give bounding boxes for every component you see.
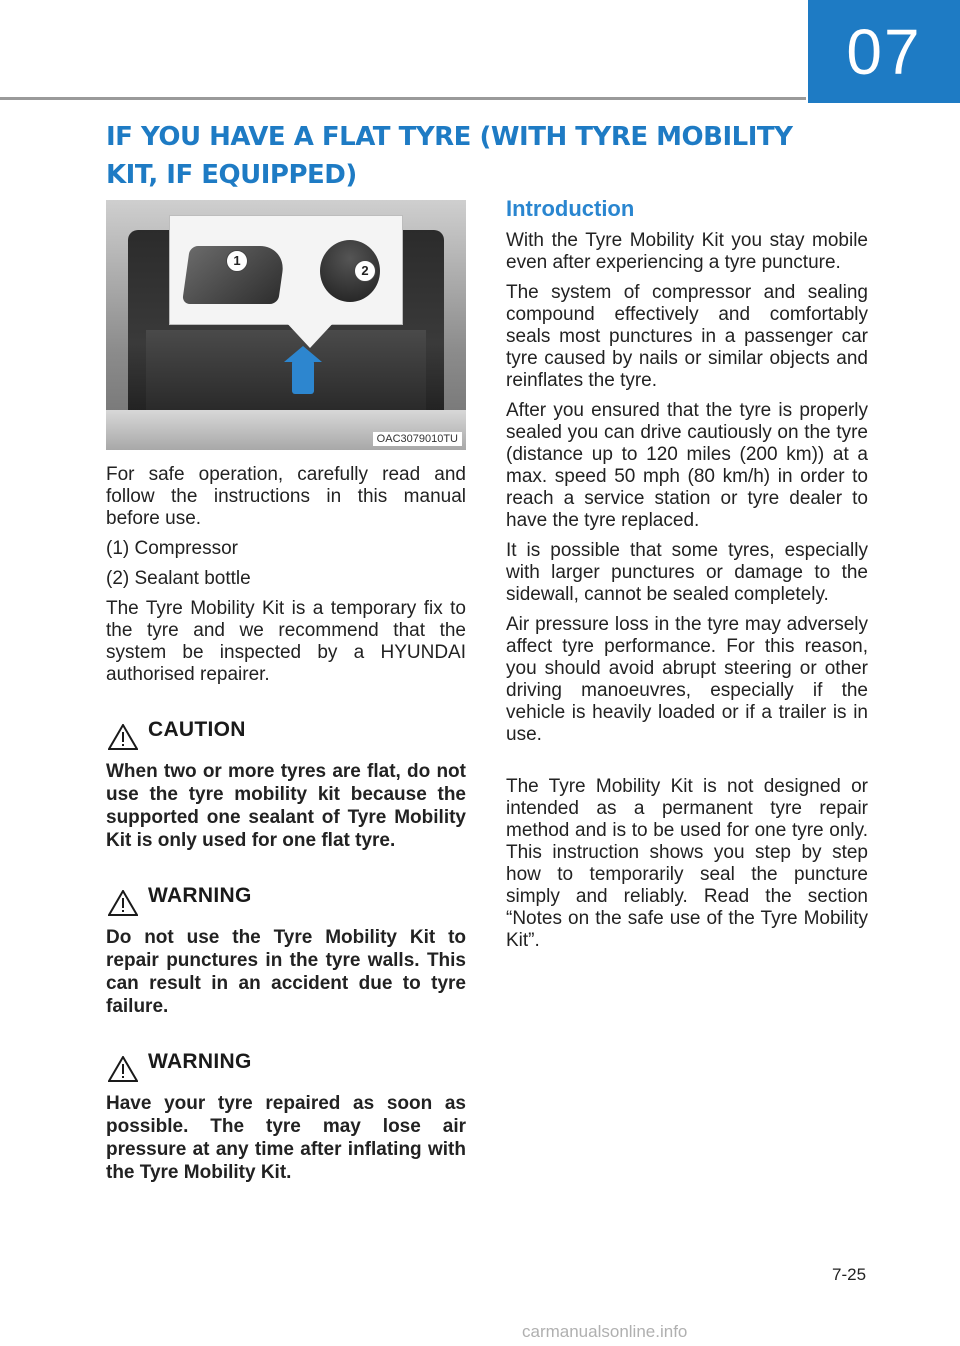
trunk-figure [106,200,466,450]
safety-intro: For safe operation, carefully read and follow the instructions in this manual before use. [106,464,466,529]
kit-inset [169,215,403,325]
notice-body: Do not use the Tyre Mobility Kit to repair punctures in the tyre walls. This can result in an accident due to tyre failure. [106,927,466,1017]
caution-notice [106,710,466,852]
notice-body: When two or more tyres are flat, do not use the tyre mobility kit because the supported one sealant of Tyre Mobility Kit is only used for one flat tyre. [106,761,466,851]
temporary-fix-note: The Tyre Mobility Kit is a temporary fix to the tyre and we recommend that the system be inspected by a HYUNDAI authorised repairer. [106,598,466,685]
warning-notice [106,1042,466,1184]
intro-paragraph: Air pressure loss in the tyre may adversely affect tyre performance. For this reason, you should avoid abrupt steering or other driving manoeuvres, especially if the vehicle is heavily loaded or if a trailer is in use. [506,614,868,745]
intro-paragraph: It is possible that some tyres, especially with larger punctures or damage to the sidewall, cannot be sealed completely. [506,540,868,605]
callout-2: 2 [354,260,376,282]
inset-pointer [284,320,336,348]
header-rule [0,97,806,100]
section-title: IF YOU HAVE A FLAT TYRE (WITH TYRE MOBILITY KIT, IF EQUIPPED) [106,122,793,190]
intro-paragraph: The Tyre Mobility Kit is not designed or intended as a permanent tyre repair method and is to be used for one tyre only. This instruction shows you step by step how to temporarily seal the puncture simply and reliably. Read the section “Notes on the safe use of the Tyre Mobility Kit”. [506,776,868,951]
notice-title: CAUTION [148,718,246,741]
left-column [106,200,466,1184]
watermark: carmanualsonline.info [522,1322,688,1341]
warning-triangle-icon [106,876,140,916]
warning-triangle-icon [106,710,140,750]
callout-1: 1 [226,250,248,272]
figure-code: OAC3079010TU [373,432,462,446]
notice-title: WARNING [148,1050,252,1073]
page-number: 7-25 [832,1265,867,1284]
notice-body: Have your tyre repaired as soon as possible. The tyre may lose air pressure at any time after inflating with the Tyre Mobility Kit. [106,1093,466,1183]
notice-title: WARNING [148,884,252,907]
item-sealant-bottle: (2) Sealant bottle [106,568,251,589]
chapter-tab: 07 [808,0,960,103]
warning-notice [106,876,466,1018]
item-compressor: (1) Compressor [106,538,238,559]
warning-triangle-icon [106,1042,140,1082]
introduction-heading: Introduction [506,196,635,221]
right-column [506,196,868,952]
intro-paragraph: The system of compressor and sealing compound effectively and comfortably seals most punctures in a passenger car tyre caused by nails or similar objects and reinflates the tyre. [506,282,868,391]
intro-paragraph: After you ensured that the tyre is properly sealed you can drive cautiously on the tyre (distance up to 120 miles (200 km)) at a max. speed 50 mph (80 km/h) in order to reach a service station or tyre dealer to have the tyre replaced. [506,400,868,531]
lift-arrow-icon [292,360,314,394]
intro-paragraph: With the Tyre Mobility Kit you stay mobile even after experiencing a tyre puncture. [506,230,868,273]
